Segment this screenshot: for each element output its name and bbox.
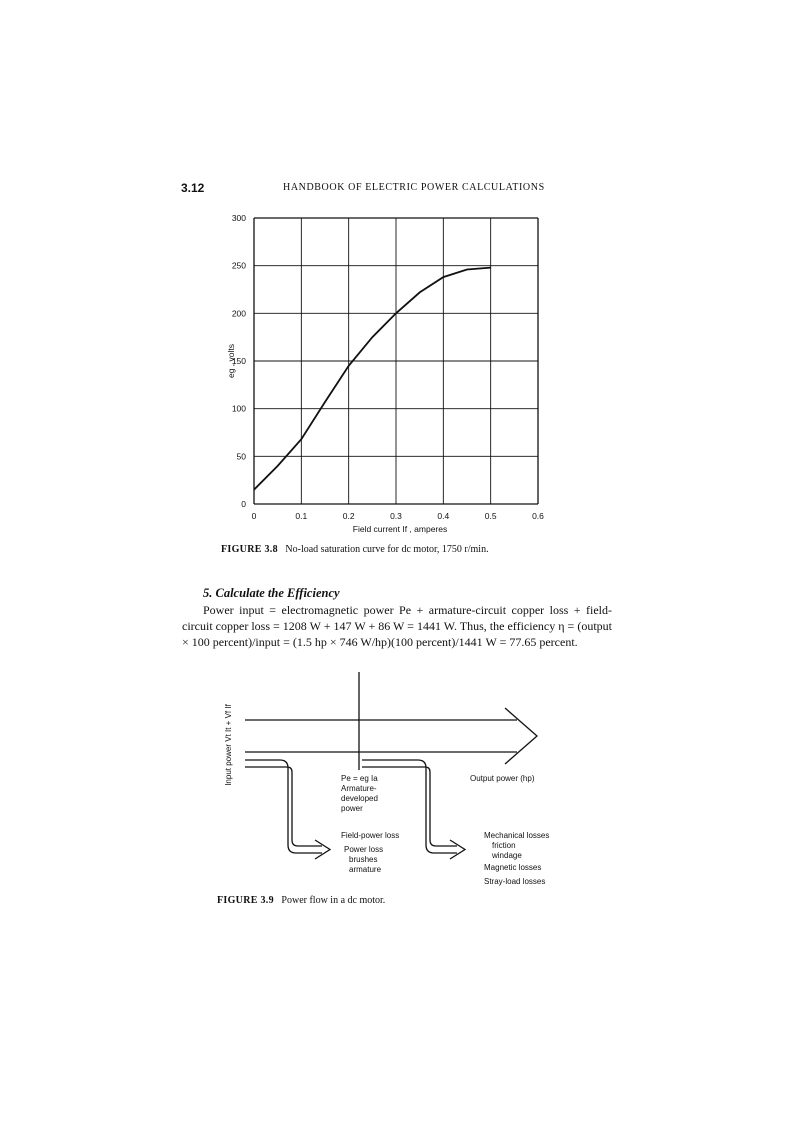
- x-axis-label: Field current If , amperes: [352, 524, 448, 534]
- x-tick-label: 0.6: [532, 511, 544, 521]
- left-branch-inner: [245, 767, 322, 846]
- magnetic-losses-label: Magnetic losses: [484, 863, 542, 872]
- left-branch-outer: [245, 760, 322, 853]
- friction-label: friction: [492, 841, 516, 850]
- figure-3-9-label: FIGURE 3.9: [217, 895, 274, 906]
- right-branch-head: [450, 840, 465, 859]
- power-loss-line-1: Power loss: [344, 845, 384, 854]
- mechanical-losses-label: Mechanical losses: [484, 831, 550, 840]
- developed-power-line-1: Armature-: [341, 784, 377, 793]
- left-branch-head: [315, 840, 330, 859]
- field-loss-label: Field-power loss: [341, 831, 400, 840]
- y-axis-label: eg , volts: [226, 343, 236, 379]
- stray-losses-label: Stray-load losses: [484, 877, 546, 886]
- figure-3-9-caption: [217, 895, 385, 906]
- developed-power-line-2: developed: [341, 794, 378, 803]
- figure-3-8-label: FIGURE 3.8: [221, 544, 278, 555]
- section-heading: 5. Calculate the Efficiency: [203, 586, 340, 600]
- y-tick-label: 300: [231, 213, 246, 223]
- power-loss-line-2: brushes: [349, 855, 378, 864]
- x-tick-label: 0.4: [437, 511, 450, 521]
- x-tick-label: 0.3: [390, 511, 402, 521]
- running-head: HANDBOOK OF ELECTRIC POWER CALCULATIONS: [283, 182, 545, 193]
- y-tick-label: 50: [236, 451, 246, 462]
- x-tick-label: 0.1: [295, 511, 308, 521]
- x-tick-label: 0.5: [484, 511, 497, 521]
- main-arrow-head: [505, 708, 537, 764]
- output-power-label: Output power (hp): [470, 774, 535, 783]
- figure-3-8-text: No-load saturation curve for dc motor, 1750 r/min.: [285, 544, 489, 555]
- efficiency-paragraph: Power input = electromagnetic power Pe + armature-circuit copper loss + field-circuit copper loss = 1208 W + 147 W + 86 W = 1441 W. Thus, the efficiency η = (output × 100 percent)/input = (1.5 hp × 746 W/hp)(100 percent)/1441 W = 77.65 percent.: [182, 603, 612, 649]
- power-loss-line-3: armature: [349, 865, 382, 874]
- page-number: 3.12: [181, 181, 205, 195]
- y-tick-label: 200: [231, 308, 246, 319]
- figure-3-9-text: Power flow in a dc motor.: [281, 895, 386, 906]
- x-tick-label: 0: [251, 511, 257, 521]
- y-tick-label: 250: [231, 260, 246, 271]
- developed-power-line-3: power: [341, 804, 363, 813]
- y-tick-label: 0: [241, 499, 246, 509]
- input-power-label: Input power Vt It + Vf If: [224, 704, 233, 786]
- y-tick-label: 100: [231, 403, 246, 414]
- y-tick-label: 150: [231, 356, 246, 366]
- x-tick-label: 0.2: [342, 511, 355, 521]
- windage-label: windage: [492, 851, 522, 860]
- developed-power-equation: Pe = eg Ia: [341, 774, 378, 783]
